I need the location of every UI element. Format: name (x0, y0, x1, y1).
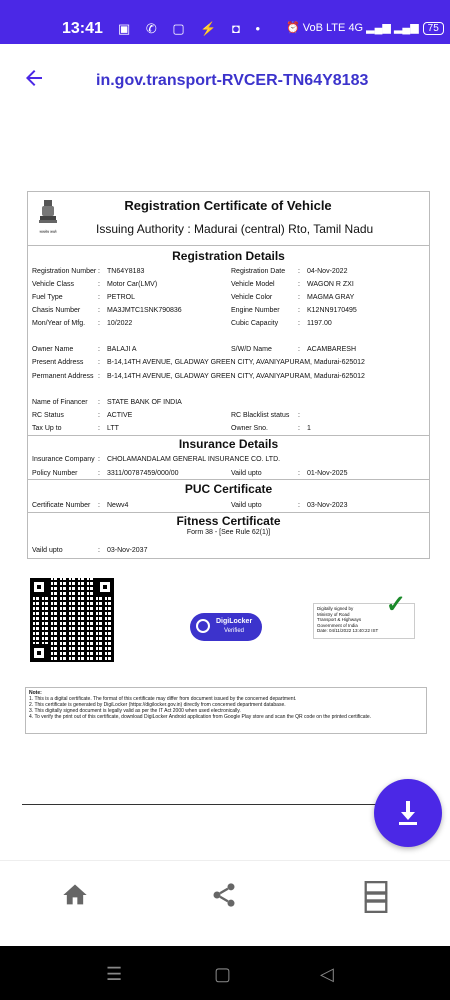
section-divider (28, 512, 429, 513)
field-colon: : (98, 359, 100, 366)
field-colon: : (98, 294, 100, 301)
present-address: B-14,14TH AVENUE, GLADWAY GREEN CITY, AVANIYAPURAM, Madurai-625012 (107, 359, 365, 366)
share-button[interactable] (210, 881, 240, 911)
fuel-type: PETROL (107, 294, 136, 301)
field-colon: : (298, 346, 300, 353)
field-colon: : (298, 470, 300, 477)
chasis-number: MA3JMTC1SNK790836 (107, 307, 182, 314)
signature-line: Government of India (317, 622, 358, 628)
digital-signature (313, 591, 415, 639)
view-button[interactable] (362, 881, 392, 911)
field-label: Chasis Number (32, 307, 81, 314)
digilocker-label: DigiLocker (216, 618, 253, 625)
field-colon: : (298, 412, 300, 419)
field-label: Fuel Type (32, 294, 63, 301)
note-item: 2. This certificate is generated by DigiLocker (https://digilocker.gov.in) directly from concerned department database. (29, 702, 286, 708)
permanent-address: B-14,14TH AVENUE, GLADWAY GREEN CITY, AVANIYAPURAM, Madurai-625012 (107, 373, 365, 380)
note-item: 4. To verify the print out of this certificate, download DigiLocker Android application from Google Play store and scan the QR code on the printed certificate. (29, 714, 372, 720)
volte-indicator: VoB LTE (302, 22, 346, 34)
field-label: Registration Date (231, 268, 286, 275)
field-label: Engine Number (231, 307, 280, 314)
share-icon (210, 881, 238, 909)
home-icon (61, 881, 89, 909)
view-icon (362, 881, 390, 913)
fitness-valid-upto: 03-Nov-2037 (107, 547, 148, 554)
emblem-caption: सत्यमेव जयते (39, 230, 57, 234)
vehicle-class: Motor Car(LMV) (107, 281, 158, 288)
field-label: Present Address (32, 359, 84, 366)
recent-apps-icon[interactable]: ☰ (106, 964, 123, 984)
note-item: 3. This digitally signed document is legally valid as per the IT Act 2000 when used electronically. (29, 708, 241, 714)
puc-valid-upto: 03-Nov-2023 (307, 502, 348, 509)
issuing-authority: Issuing Authority : Madurai (central) Rto, Tamil Nadu (96, 222, 374, 236)
registration-heading: Registration Details (172, 249, 285, 263)
field-label: Permanent Address (32, 373, 94, 380)
certificate-notes (25, 687, 427, 734)
qr-code (30, 578, 114, 662)
cubic-capacity: 1197.00 (307, 320, 332, 327)
field-label: Name of Financer (32, 399, 88, 406)
field-label: Vaild upto (32, 547, 63, 554)
digilocker-icon (196, 619, 210, 633)
field-colon: : (98, 268, 100, 275)
home-button[interactable] (61, 881, 91, 911)
qr-finder (30, 578, 48, 596)
vehicle-model: WAGON R ZXI (307, 281, 354, 288)
back-system-icon[interactable]: ◁ (320, 964, 334, 984)
fitness-form: Form 38 - [See Rule 62(1)] (186, 529, 271, 536)
field-label: Tax Up to (32, 425, 62, 432)
field-colon: : (98, 502, 100, 509)
insurance-valid-upto: 01-Nov-2025 (307, 470, 348, 477)
app-bar (0, 44, 450, 116)
field-colon: : (98, 307, 100, 314)
field-label: RC Status (32, 412, 64, 419)
system-icons: ⏰ VoB LTE 4G ▂▄▆ ▂▄▆ 75 (286, 21, 444, 35)
battery-indicator: 75 (423, 22, 444, 35)
field-colon: : (98, 456, 100, 463)
back-arrow-icon[interactable] (22, 66, 50, 94)
verified-label: Verified (224, 628, 245, 634)
field-colon: : (298, 294, 300, 301)
field-label: Vehicle Color (231, 294, 273, 301)
download-icon (396, 799, 420, 827)
puc-certificate-number: Newv4 (107, 502, 129, 509)
field-label: Owner Name (32, 346, 74, 353)
document-title: in.gov.transport-RVCER-TN64Y8183 (96, 72, 369, 89)
swd-name: ACAMBARESH (307, 346, 357, 353)
download-button[interactable] (374, 779, 442, 847)
status-time: 13:41 (62, 20, 103, 37)
verified-check-icon: ✓ (385, 591, 406, 618)
home-system-icon[interactable]: ▢ (214, 964, 232, 984)
registration-number: TN64Y8183 (107, 268, 145, 275)
field-colon: : (298, 320, 300, 327)
field-colon: : (298, 425, 300, 432)
field-label: Owner Sno. (231, 425, 268, 432)
puc-heading: PUC Certificate (184, 482, 273, 496)
field-label: Vehicle Class (32, 281, 75, 288)
qr-finder (96, 578, 114, 596)
field-label: Certificate Number (32, 502, 91, 509)
section-divider (28, 479, 429, 480)
field-colon: : (98, 373, 100, 380)
policy-number: 3311/00787459/000/00 (107, 470, 179, 477)
field-colon: : (98, 346, 100, 353)
field-colon: : (98, 399, 100, 406)
qr-finder (30, 644, 48, 662)
network-indicator: 4G (348, 22, 364, 34)
section-divider (28, 245, 429, 246)
field-label: Vaild upto (231, 470, 262, 477)
tax-up-to: LTT (107, 425, 119, 432)
digilocker-verified-badge (190, 613, 262, 641)
field-colon: : (298, 307, 300, 314)
bottom-navigation (0, 860, 450, 947)
registration-date: 04-Nov-2022 (307, 268, 348, 275)
field-label: RC Blacklist status (231, 412, 290, 419)
signature-line: Transport & Highways (317, 617, 362, 622)
status-bar (0, 0, 450, 44)
insurance-company: CHOLAMANDALAM GENERAL INSURANCE CO. LTD. (107, 456, 281, 463)
field-colon: : (98, 547, 100, 554)
owner-name: BALAJI A (107, 346, 137, 353)
field-label: Policy Number (32, 470, 78, 477)
field-colon: : (298, 281, 300, 288)
field-colon: : (298, 502, 300, 509)
field-colon: : (98, 412, 100, 419)
certificate-title: Registration Certificate of Vehicle (124, 198, 332, 213)
fitness-heading: Fitness Certificate (176, 514, 281, 528)
field-label: Cubic Capacity (231, 320, 279, 327)
field-colon: : (98, 470, 100, 477)
field-label: Registration Number (32, 268, 97, 275)
insurance-heading: Insurance Details (178, 437, 279, 451)
field-colon: : (298, 268, 300, 275)
field-label: Insurance Company (32, 456, 95, 463)
notes-heading: Note: (29, 690, 42, 696)
field-label: Vehicle Model (231, 281, 275, 288)
registration-certificate (27, 191, 430, 559)
content-divider (22, 804, 382, 805)
field-label: Mon/Year of Mfg. (32, 320, 86, 327)
signature-line: Digitally signed by (317, 606, 354, 611)
section-divider (28, 435, 429, 436)
field-colon: : (98, 425, 100, 432)
engine-number: K12NN9170495 (307, 307, 357, 314)
signature-line: Date: 04/11/2022 13:40:22 IST (317, 628, 379, 633)
field-colon: : (98, 320, 100, 327)
financer-name: STATE BANK OF INDIA (107, 399, 182, 406)
vehicle-color: MAGMA GRAY (307, 294, 355, 301)
rc-status: ACTIVE (107, 412, 133, 419)
owner-serial-number: 1 (307, 425, 311, 432)
system-navigation-bar (0, 946, 450, 1000)
national-emblem-icon (36, 198, 60, 234)
month-year-of-mfg: 10/2022 (107, 320, 133, 327)
notification-icons: ▣ ✆ ▢ ⚡ ◘ • (118, 21, 267, 36)
field-colon: : (98, 281, 100, 288)
field-label: Vaild upto (231, 502, 262, 509)
note-item: 1. This is a digital certificate. The format of this certificate may differ from document issued by the concerned department. (29, 696, 297, 702)
field-label: S/W/D Name (231, 346, 272, 353)
signature-line: Ministry of Road (317, 611, 350, 617)
